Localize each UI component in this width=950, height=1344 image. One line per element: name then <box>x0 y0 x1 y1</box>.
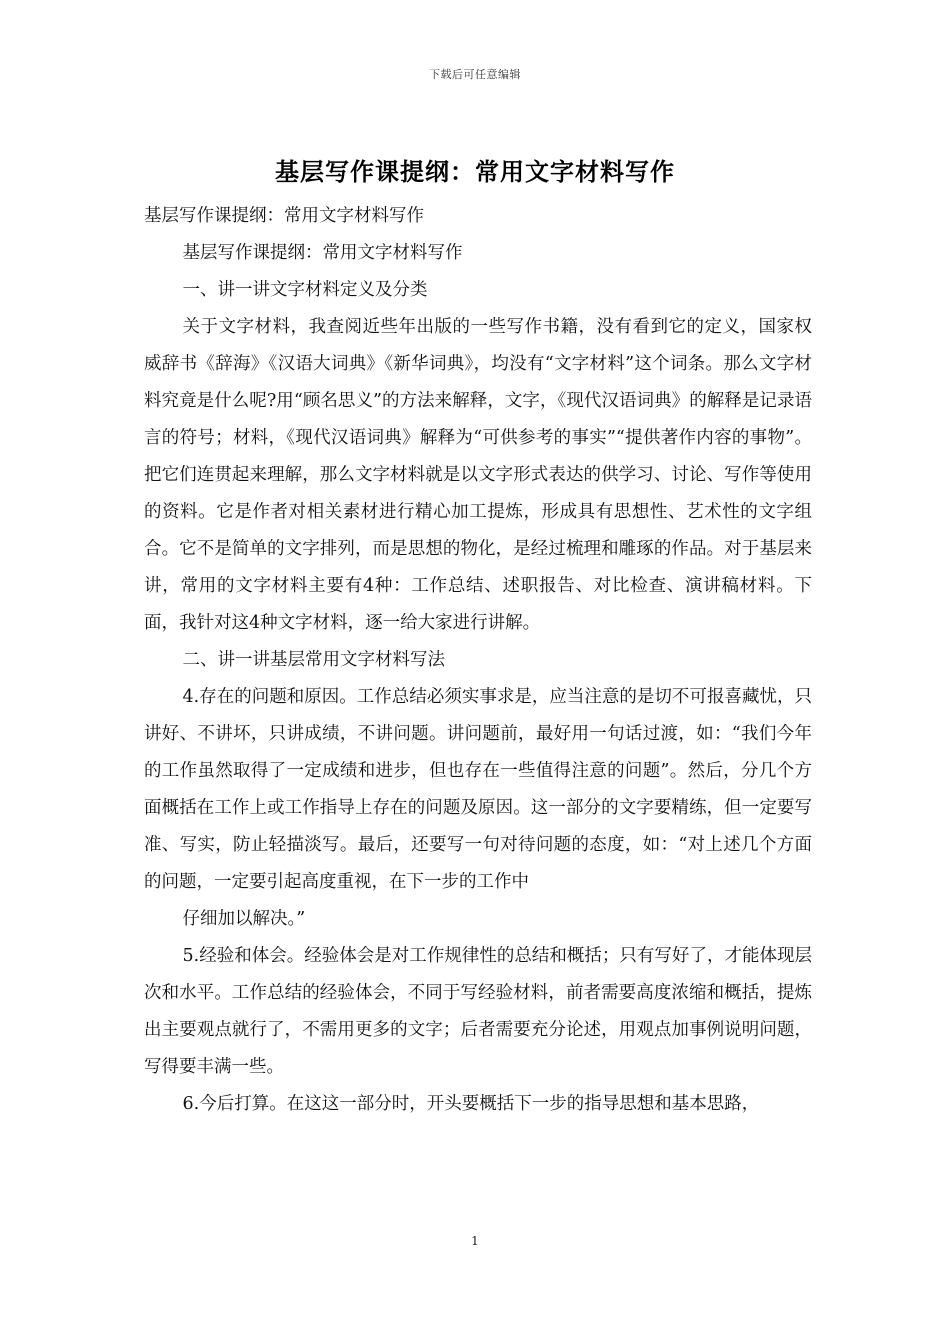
document-title: 基层写作课提纲：常用文字材料写作 <box>275 157 675 186</box>
subtitle-line: 基层写作课提纲：常用文字材料写作 <box>144 206 424 226</box>
body-paragraph: 仔细加以解决。” <box>182 909 306 929</box>
subtitle-line-indented: 基层写作课提纲：常用文字材料写作 <box>182 243 463 263</box>
page-number: 1 <box>471 1234 479 1248</box>
body-paragraph: 5.经验和体会。经验体会是对工作规律性的总结和概括；只有写好了，才能体现层次和水平。工作总结的经验体会，不同于写经验材料，前者需要高度浓缩和概括，提炼出主要观点就行了，不需用更多的文字；后者需要充分论述，用观点加事例说明问题，写得要丰满一些。 <box>144 946 812 1077</box>
body-paragraph: 关于文字材料，我查阅近些年出版的一些写作书籍，没有看到它的定义，国家权威辞书《辞海》《汉语大词典》《新华词典》，均没有“文字材料”这个词条。那么文字材料究竟是什么呢?用“顾名思义”的方法来解释，文字，《现代汉语词典》的解释是记录语言的符号；材料，《现代汉语词典》解释为“可供参考的事实”“提供著作内容的事物”。把它们连贯起来理解，那么文字材料就是以文字形式表达的供学习、讨论、写作等使用的资料。它是作者对相关素材进行精心加工提炼，形成具有思想性、艺术性的文字组合。它不是简单的文字排列，而是思想的物化，是经过梳理和雕琢的作品。对于基层来讲，常用的文字材料主要有4种：工作总结、述职报告、对比检查、演讲稿材料。下面，我针对这4种文字材料，逐一给大家进行讲解。 <box>144 317 812 633</box>
page-header: 下载后可任意编辑 <box>429 68 521 81</box>
section-heading: 二、讲一讲基层常用文字材料写法 <box>182 650 445 670</box>
section-heading: 一、讲一讲文字材料定义及分类 <box>182 280 428 300</box>
body-paragraph: 6.今后打算。在这这一部分时，开头要概括下一步的指导思想和基本思路， <box>182 1094 760 1114</box>
document-body <box>144 198 812 1123</box>
body-paragraph: 4.存在的问题和原因。工作总结必须实事求是，应当注意的是切不可报喜藏忧，只讲好、不讲坏，只讲成绩，不讲问题。讲问题前，最好用一句话过渡，如：“我们今年的工作虽然取得了一定成绩和进步，但也存在一些值得注意的问题”。然后，分几个方面概括在工作上或工作指导上存在的问题及原因。这一部分的文字要精练，但一定要写准、写实，防止轻描淡写。最后，还要写一句对待问题的态度，如：“对上述几个方面的问题，一定要引起高度重视，在下一步的工作中 <box>144 687 812 892</box>
